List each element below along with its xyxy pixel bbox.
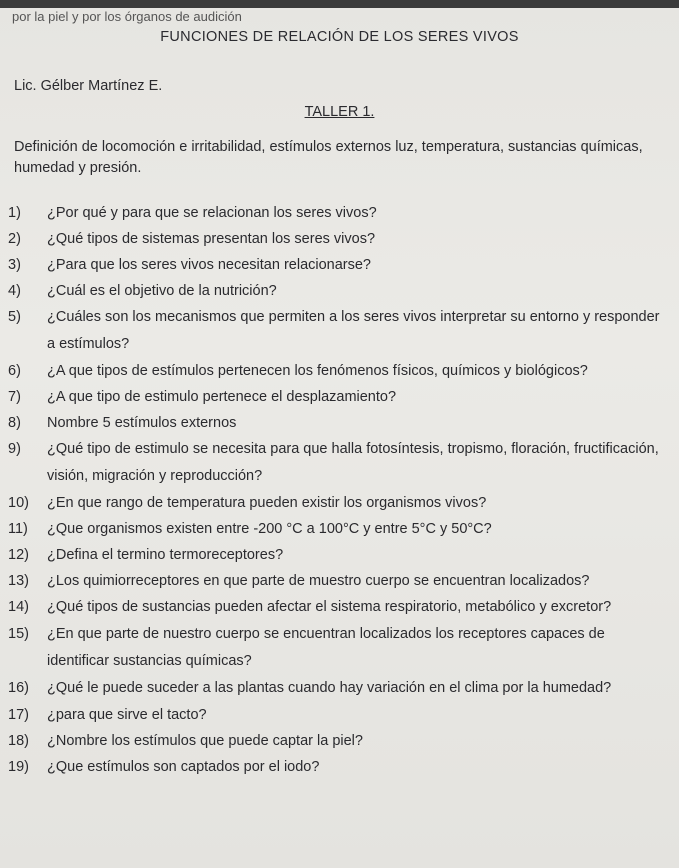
question-text: ¿A que tipo de estimulo pertenece el desplazamiento?: [47, 389, 397, 405]
question-item: [0, 542, 679, 568]
question-item: [0, 490, 679, 516]
question-text: ¿A que tipos de estímulos pertenecen los fenómenos físicos, químicos y biológicos?: [47, 363, 588, 379]
question-text: ¿Qué tipos de sistemas presentan los seres vivos?: [47, 231, 376, 247]
question-item: [0, 436, 679, 490]
question-text: Nombre 5 estímulos externos: [47, 415, 237, 431]
question-item: [0, 594, 679, 621]
question-text: ¿para que sirve el tacto?: [47, 707, 207, 723]
question-text: ¿Los quimiorreceptores en que parte de muestro cuerpo se encuentran localizados?: [47, 573, 590, 589]
question-text: ¿En que rango de temperatura pueden existir los organismos vivos?: [47, 495, 487, 511]
document-title: FUNCIONES DE RELACIÓN DE LOS SERES VIVOS: [160, 29, 519, 45]
question-item: [0, 410, 679, 436]
question-item: [0, 675, 679, 702]
question-item: [0, 702, 679, 728]
question-item: [0, 358, 679, 384]
question-item: [0, 252, 679, 278]
question-number: 8): [8, 415, 21, 431]
question-number: 5): [8, 309, 21, 325]
question-text: ¿Para que los seres vivos necesitan relacionarse?: [47, 257, 371, 273]
question-number: 9): [8, 441, 21, 457]
question-number: 10): [8, 495, 29, 511]
question-text: ¿Que organismos existen entre -200 °C a 100°C y entre 5°C y 50°C?: [47, 521, 492, 537]
question-text: ¿Qué le puede suceder a las plantas cuando hay variación en el clima por la humedad?: [47, 680, 612, 696]
question-text: ¿Nombre los estímulos que puede captar la piel?: [47, 733, 363, 749]
question-number: 2): [8, 231, 21, 247]
question-number: 11): [8, 521, 28, 537]
question-text: ¿Por qué y para que se relacionan los seres vivos?: [47, 205, 377, 221]
question-list: [0, 200, 679, 780]
question-item: [0, 226, 679, 252]
question-number: 17): [8, 707, 29, 723]
question-number: 3): [8, 257, 21, 273]
question-number: 16): [8, 680, 29, 696]
section-heading: [0, 104, 679, 120]
taller-label: TALLER 1.: [304, 104, 375, 120]
question-item: [0, 516, 679, 542]
author-line: Lic. Gélber Martínez E.: [14, 78, 163, 94]
question-number: 4): [8, 283, 21, 299]
question-text: ¿Que estímulos son captados por el iodo?: [47, 759, 320, 775]
intro-paragraph: Definición de locomoción e irritabilidad, estímulos externos luz, temperatura, sustancias químicas, humedad y presión.: [14, 139, 643, 176]
question-number: 18): [8, 733, 29, 749]
question-number: 6): [8, 363, 21, 379]
question-number: 19): [8, 759, 29, 775]
question-item: [0, 621, 679, 675]
question-item: [0, 384, 679, 410]
question-item: [0, 568, 679, 594]
question-text: ¿Qué tipo de estimulo se necesita para que halla fotosíntesis, tropismo, floración, fructificación, visión, migración y reproducción?: [47, 441, 659, 484]
question-number: 1): [8, 205, 21, 221]
question-number: 14): [8, 599, 29, 615]
question-number: 7): [8, 389, 21, 405]
question-item: [0, 754, 679, 780]
question-number: 12): [8, 547, 29, 563]
question-item: [0, 304, 679, 358]
question-text: ¿Cuáles son los mecanismos que permiten a los seres vivos interpretar su entorno y responder a estímulos?: [47, 309, 660, 352]
question-item: [0, 200, 679, 226]
question-text: ¿Cuál es el objetivo de la nutrición?: [47, 283, 277, 299]
question-text: ¿En que parte de nuestro cuerpo se encuentran localizados los receptores capaces de identificar sustancias químicas?: [47, 626, 605, 669]
question-text: ¿Defina el termino termoreceptores?: [47, 547, 284, 563]
question-text: ¿Qué tipos de sustancias pueden afectar el sistema respiratorio, metabólico y excretor?: [47, 599, 612, 615]
question-number: 15): [8, 626, 29, 642]
question-item: [0, 278, 679, 304]
question-item: [0, 728, 679, 754]
top-edge: [0, 0, 679, 8]
question-number: 13): [8, 573, 29, 589]
cut-off-text: por la piel y por los órganos de audición: [12, 10, 242, 24]
